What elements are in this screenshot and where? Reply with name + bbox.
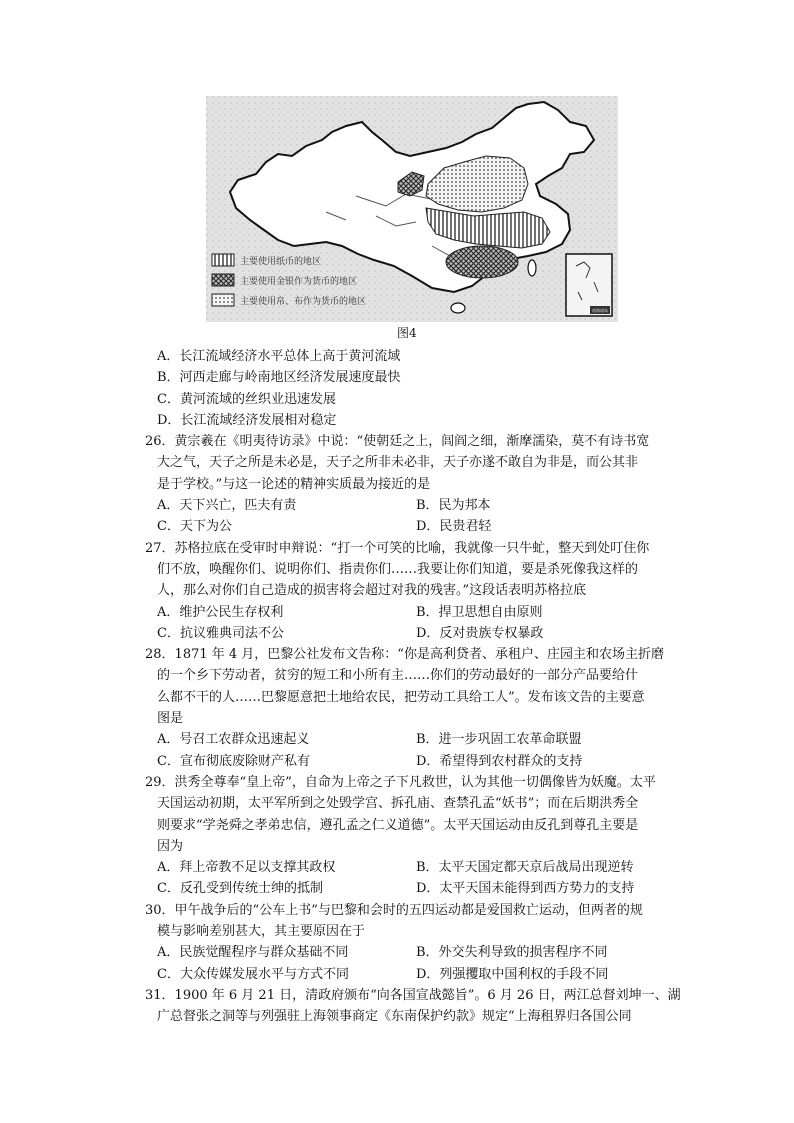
q28-option-a[interactable]: A．号召工农群众迅速起义 — [157, 732, 310, 748]
q27-option-c[interactable]: C．抗议雅典司法不公 — [157, 625, 284, 641]
q30-option-b[interactable]: B．外交失利导致的损害程序不同 — [416, 945, 608, 961]
china-currency-map — [206, 96, 618, 322]
q28-stem-line-2: 的一个乡下劳动者，贫穷的短工和小所有主……你们的劳动最好的一部分产品要给什 — [157, 668, 639, 684]
region-gold-silver-south — [446, 246, 518, 278]
q28-option-d[interactable]: D．希望得到农村群众的支持 — [416, 753, 583, 769]
q26-options-row-2 — [145, 516, 675, 537]
q29-stem-line-3: 则要求“学尧舜之孝弟忠信，遵孔孟之仁义道德”。太平天国运动由反孔到尊孔主要是 — [157, 817, 639, 833]
q26-option-a[interactable]: A．天下兴亡，匹夫有责 — [157, 498, 297, 514]
q25-option-d[interactable]: D．长江流域经济发展相对稳定 — [157, 412, 337, 428]
q30-options-row-2 — [145, 964, 675, 985]
q28-stem-line-4: 图是 — [157, 711, 184, 727]
figure-caption: 图4 — [397, 326, 417, 340]
q27-option-b[interactable]: B．捍卫思想自由原则 — [416, 604, 543, 620]
q30-stem-line-1: 30．甲午战争后的“公车上书”与巴黎和会时的五四运动都是爱国救亡运动，但两者的规 — [145, 902, 643, 918]
q30-option-d[interactable]: D．列强攫取中国利权的手段不同 — [416, 966, 609, 982]
q28-options-row-1 — [145, 729, 675, 750]
q29-options-row-2 — [145, 878, 675, 899]
q29-option-b[interactable]: B．太平天国定都天京后战局出现逆转 — [416, 860, 634, 876]
hainan-island — [451, 303, 465, 313]
q30-stem-line-2: 模与影响差别甚大，其主要原因在于 — [157, 924, 366, 940]
q26-stem-line-2: 大之气，天子之所是未必是，天子之所非未必非，天子亦遂不敢自为非是，而公其非 — [157, 455, 639, 471]
question-list — [145, 346, 681, 1028]
q27-stem-line-2: 们不放，唤醒你们、说明你们、指责你们……我要让你们知道，要是杀死像我这样的 — [157, 561, 639, 577]
q28-stem-line-1: 28．1871 年 4 月，巴黎公社发布文告称：“你是高利贷者、承租户、庄园主和农场主折磨 — [145, 647, 664, 663]
q26-option-c[interactable]: C．天下为公 — [157, 519, 232, 535]
q31-stem-line-1: 31．1900 年 6 月 21 日，清政府颁布“向各国宣战懿旨”。6 月 26 日，两江总督刘坤一、湖 — [145, 987, 681, 1003]
q29-options-row-1 — [145, 857, 675, 878]
q26-stem-line-1: 26．黄宗羲在《明夷待访录》中说：“使朝廷之上，闾阎之细，渐摩濡染，莫不有诗书宽 — [145, 434, 650, 450]
q27-stem-line-1: 27．苏格拉底在受审时申辩说：“打一个可笑的比喻，我就像一只牛虻，整天到处叮住你 — [145, 540, 650, 556]
q26-option-d[interactable]: D．民贵君轻 — [416, 519, 492, 535]
legend-label-paper: 主要使用纸币的地区 — [240, 257, 322, 267]
q26-options-row-1 — [145, 495, 675, 516]
q25-option-c[interactable]: C．黄河流域的丝织业迅速发展 — [157, 391, 336, 407]
legend-swatch-paper — [212, 254, 234, 266]
q29-stem-line-4: 因为 — [157, 838, 184, 854]
legend-swatch-silk — [212, 294, 234, 306]
taiwan-island — [528, 260, 536, 276]
south-china-sea-inset — [566, 254, 612, 316]
q30-option-a[interactable]: A．民族觉醒程序与群众基础不同 — [157, 945, 349, 961]
q26-stem-line-3: 是于学校。”与这一论述的精神实质最为接近的是 — [157, 476, 431, 492]
q29-option-c[interactable]: C．反孔受到传统士绅的抵制 — [157, 881, 323, 897]
q25-option-a[interactable]: A．长江流域经济水平总体上高于黄河流域 — [157, 349, 401, 364]
q31-stem-line-2: 广总督张之洞等与列强驻上海领事商定《东南保护约款》规定“上海租界归各国公同 — [157, 1009, 632, 1025]
q27-options-row-2 — [145, 623, 675, 644]
q27-option-d[interactable]: D．反对贵族专权暴政 — [416, 625, 544, 641]
q28-stem-line-3: 么都不干的人……巴黎愿意把土地给农民，把劳动工具给工人”。发布该文告的主要意 — [157, 689, 645, 705]
legend-label-gold-silver: 主要使用金银作为货币的地区 — [240, 277, 358, 287]
q28-option-c[interactable]: C．宣布彻底废除财产私有 — [157, 753, 310, 769]
currency-map-figure — [206, 96, 618, 322]
q29-option-a[interactable]: A．拜上帝教不足以支撑其政权 — [157, 860, 336, 876]
q25-option-b[interactable]: B．河西走廊与岭南地区经济发展速度最快 — [157, 370, 401, 386]
q30-options-row-1 — [145, 942, 675, 963]
q28-option-b[interactable]: B．进一步巩固工农革命联盟 — [416, 732, 582, 748]
q27-stem-line-3: 人，那么对你们自己造成的损害将会超过对我的残害。”这段话表明苏格拉底 — [157, 583, 587, 599]
inset-label: 南海诸岛 — [592, 308, 608, 313]
q29-stem-line-1: 29．洪秀全尊奉“皇上帝”，自命为上帝之子下凡救世，认为其他一切偶像皆为妖魔。太平 — [145, 774, 656, 790]
legend-label-silk: 主要使用帛、布作为货币的地区 — [240, 297, 367, 307]
q28-options-row-2 — [145, 751, 675, 772]
q27-options-row-1 — [145, 602, 675, 623]
q30-option-c[interactable]: C．大众传媒发展水平与方式不同 — [157, 966, 349, 982]
q29-option-d[interactable]: D．太平天国未能得到西方势力的支持 — [416, 881, 635, 897]
q26-option-b[interactable]: B．民为邦本 — [416, 498, 491, 514]
q29-stem-line-2: 天国运动初期，太平军所到之处毁学宫、拆孔庙、查禁孔孟“妖书”；而在后期洪秀全 — [157, 796, 639, 812]
legend-swatch-gold-silver — [212, 274, 234, 286]
q27-option-a[interactable]: A．维护公民生存权利 — [157, 604, 284, 620]
